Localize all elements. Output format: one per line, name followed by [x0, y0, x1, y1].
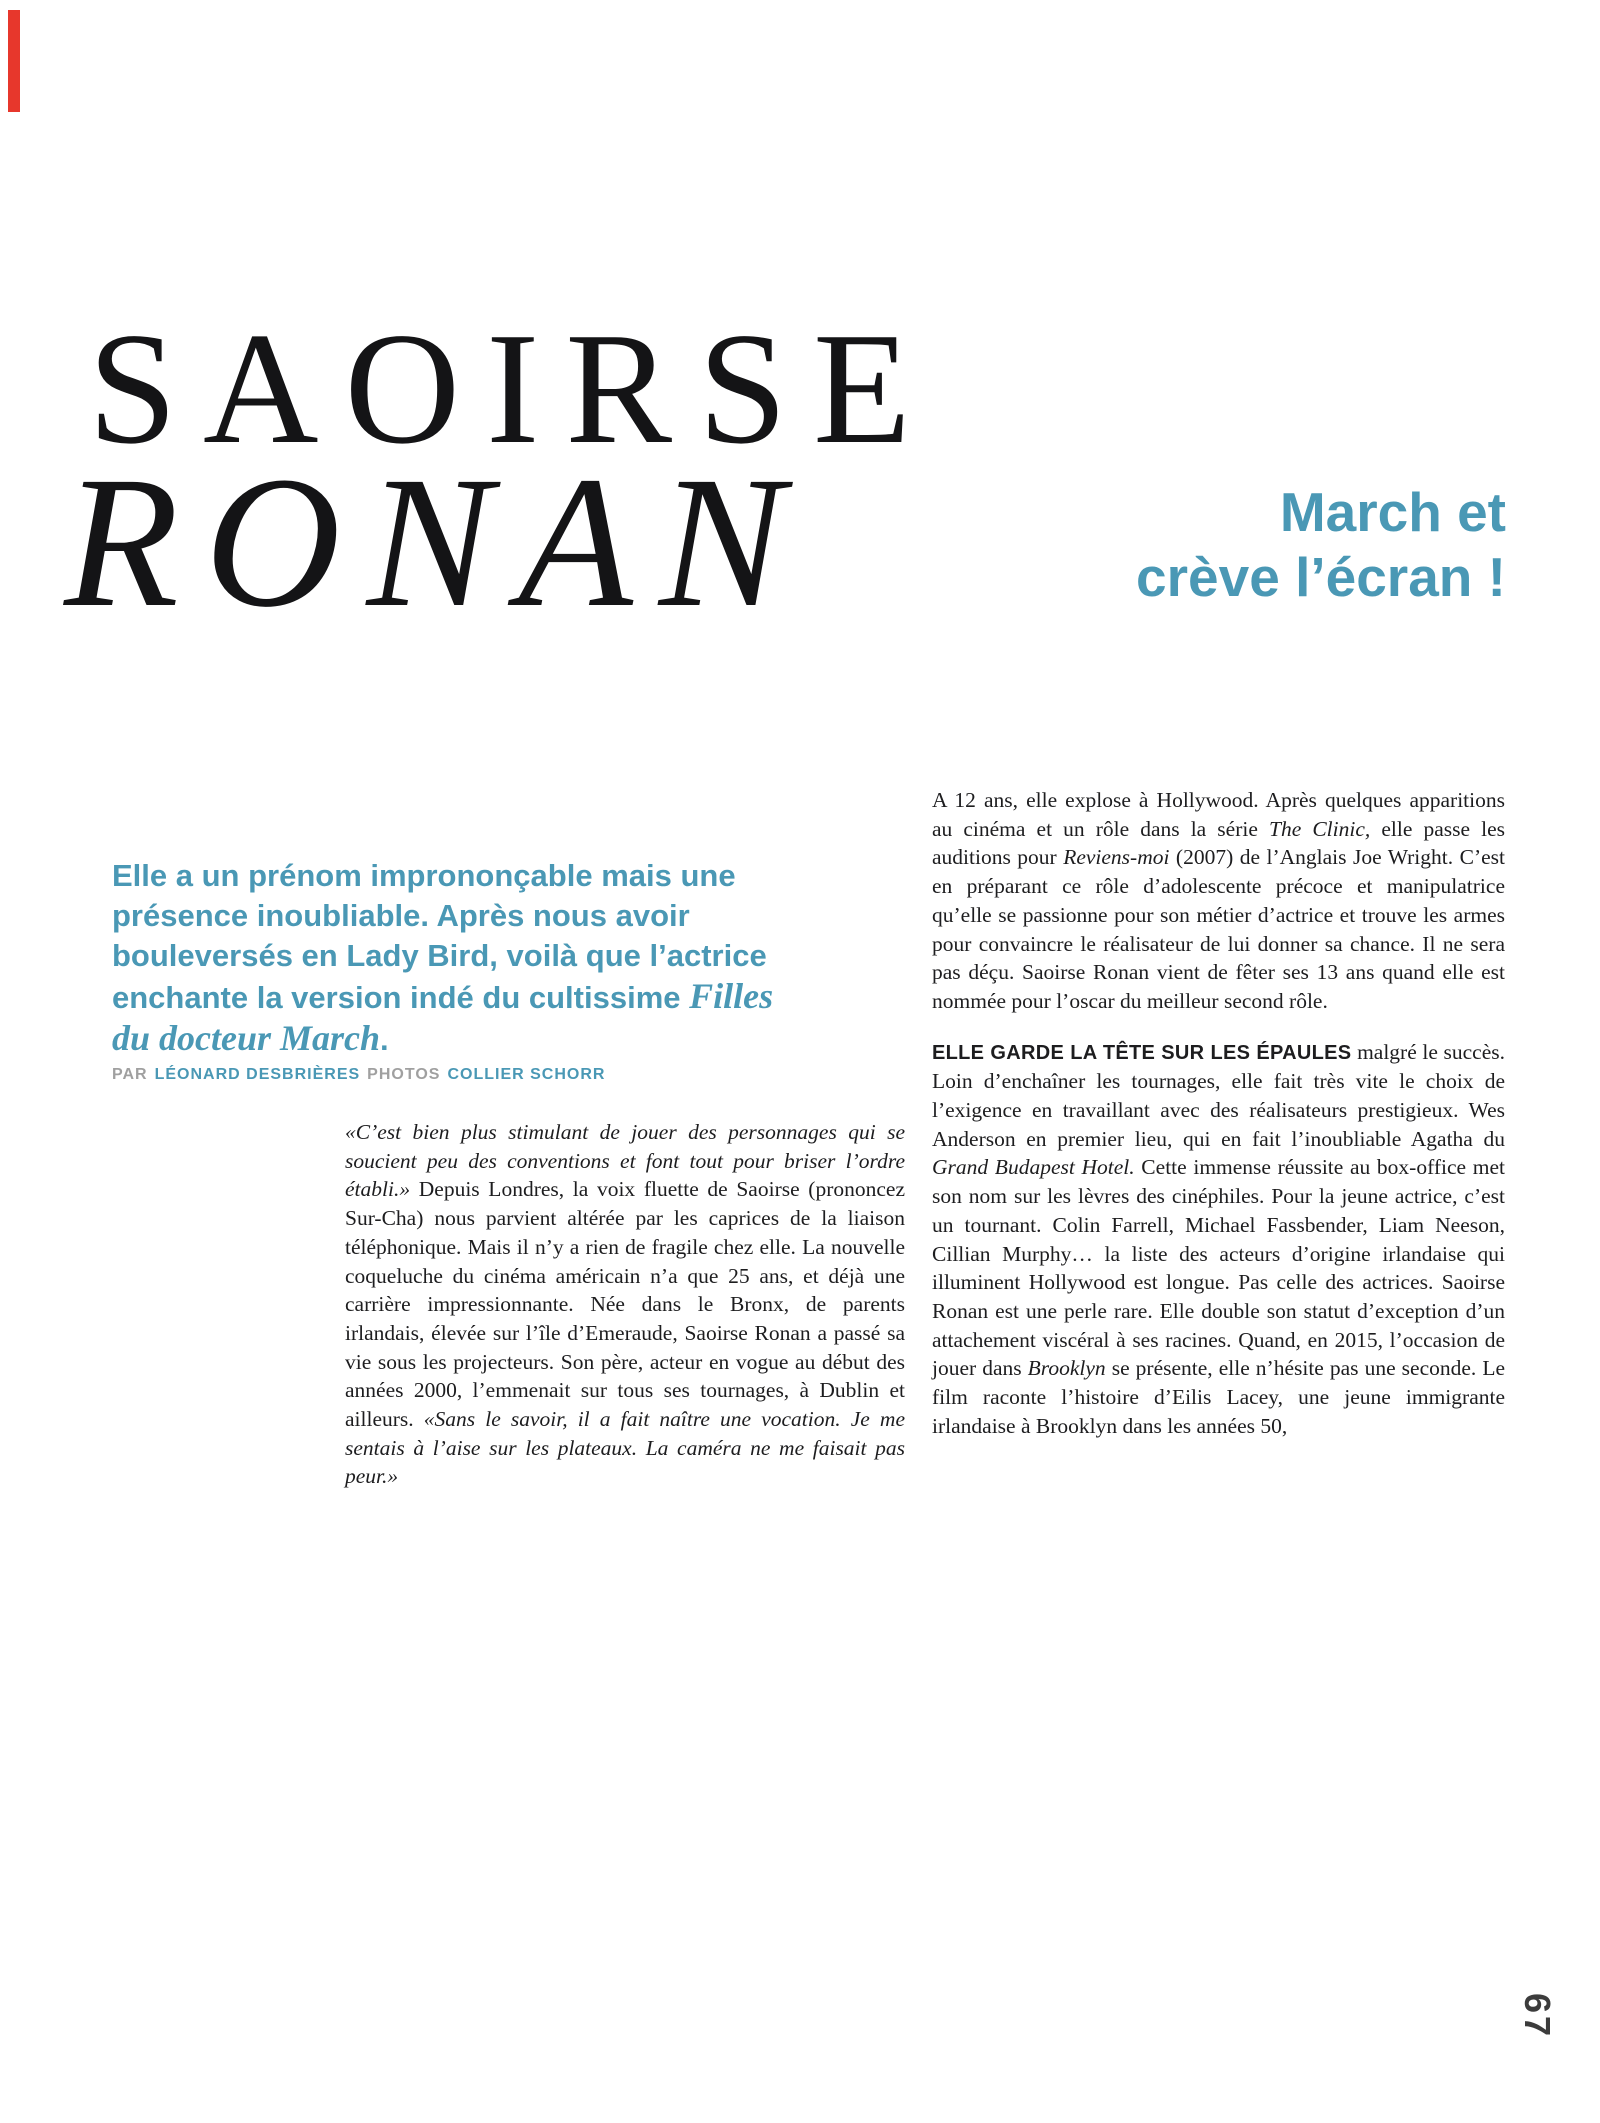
- article-paragraph: «C’est bien plus stimulant de jouer des personnages qui se soucient peu des conventions et font tout pour briser l’ordre établi.» Depuis Londres, la voix fluette de Saoirse (prononcez Sur-Cha) nous parvient altérée par les caprices de la liaison téléphonique. Mais il n’y a rien de fragile chez elle. La nouvelle coqueluche du cinéma américain n’a que 25 ans, et déjà une carrière impressionnante. Née dans le Bronx, de parents irlandais, élevée sur l’île d’Emeraude, Saoirse Ronan a passé sa vie sous les projecteurs. Son père, acteur en vogue au début des années 2000, l’emmenait sur tous ses tournages, à Dublin et ailleurs. «Sans le savoir, il a fait naître une vocation. Je me sentais à l’aise sur les plateaux. La caméra ne me faisait pas peur.»: [345, 1120, 905, 1489]
- article-column-right: [932, 786, 1505, 1440]
- article-paragraph: ELLE GARDE LA TÊTE SUR LES ÉPAULES malgré le succès. Loin d’enchaîner les tournages, elle fait très vite le choix de l’exigence en travaillant avec des réalisateurs prestigieux. Wes Anderson en premier lieu, qui en fait l’inoubliable Agatha du Grand Budapest Hotel. Cette immense réussite au box-office met son nom sur les lèvres des cinéphiles. Pour la jeune actrice, c’est un tournant. Colin Farrell, Michael Fassbender, Liam Neeson, Cillian Murphy… la liste des acteurs d’origine irlandaise qui illuminent Hollywood est longue. Pas celle des actrices. Saoirse Ronan est une perle rare. Elle double son statut d’exception d’un attachement viscéral à ses racines. Quand, en 2015, l’occasion de jouer dans Brooklyn se présente, elle n’hésite pas une seconde. Le film raconte l’histoire d’Eilis Lacey, une jeune immigrante irlandaise à Brooklyn dans les années 50,: [932, 1039, 1505, 1438]
- byline-author: LÉONARD DESBRIÈRES: [154, 1066, 361, 1083]
- headline-last-name: RONAN: [64, 437, 811, 646]
- standfirst: Elle a un prénom imprononçable mais une présence inoubliable. Après nous avoir bouleversés en Lady Bird, voilà que l’actrice enchante la version indé du cultissime Filles du docteur March.: [112, 858, 774, 1058]
- byline-photos-label: PHOTOS: [367, 1066, 441, 1083]
- byline-photographer: COLLIER SCHORR: [447, 1066, 606, 1083]
- byline-par-label: PAR: [112, 1066, 148, 1083]
- article-paragraph: A 12 ans, elle explose à Hollywood. Après quelques apparitions au cinéma et un rôle dans la série The Clinic, elle passe les auditions pour Reviens-moi (2007) de l’Anglais Joe Wright. C’est en préparant ce rôle d’adolescente précoce et manipulatrice qu’elle se passionne pour son métier d’actrice et trouve les armes pour convaincre le réalisateur de lui donner sa chance. Il ne sera pas déçu. Saoirse Ronan vient de fêter ses 13 ans quand elle est nommée pour l’oscar du meilleur second rôle.: [932, 788, 1505, 1013]
- kicker-line-1: March et: [1279, 481, 1506, 543]
- page-number: 67: [1516, 1992, 1558, 2040]
- byline: [112, 1066, 612, 1084]
- kicker-headline: [1136, 480, 1506, 610]
- kicker-line-2: crève l’écran !: [1136, 546, 1506, 608]
- headline-first-name: SAOIRSE: [88, 299, 937, 477]
- article-column-left: [345, 1118, 905, 1491]
- red-accent-bar: [8, 10, 20, 112]
